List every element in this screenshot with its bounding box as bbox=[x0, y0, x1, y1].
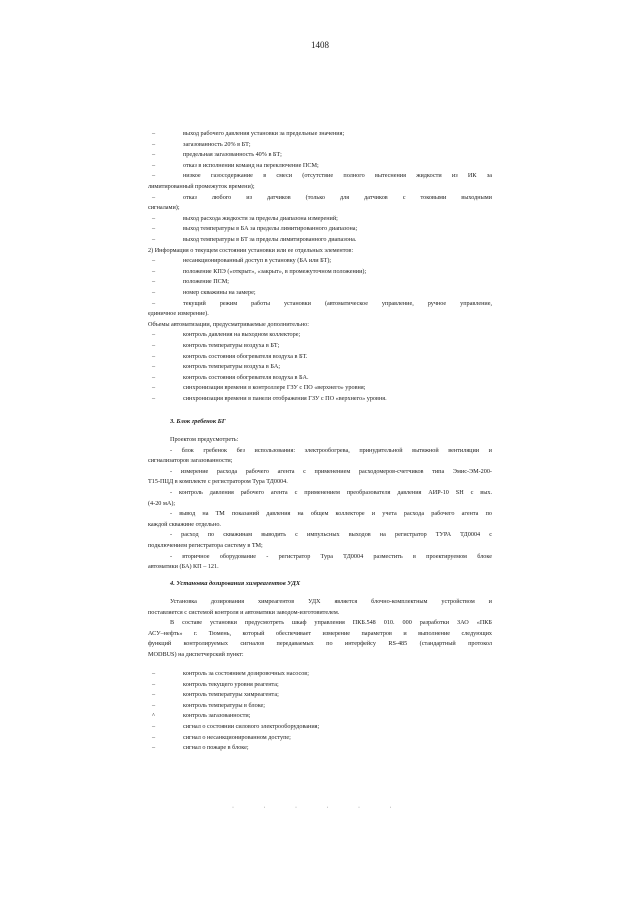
paragraph-line: подключением регистратора систему в ТМ; bbox=[148, 542, 263, 549]
list-item: выход температуры в БА за пределы лимитированного диапазона; bbox=[183, 225, 358, 233]
paragraph-line: Т15-ПЦД в комплекте с регистратором Тура ТД0004. bbox=[148, 478, 288, 486]
list-dash: – bbox=[152, 331, 156, 339]
paragraph-line: каждой скважине отдельно. bbox=[148, 520, 221, 528]
paragraph-line: В составе установки предусмотреть шкаф управления ПКБ.548 010. 000 разработки ЗАО «ПКБ bbox=[170, 619, 492, 627]
paragraph-line: - блок гребенок без использования: электрообогрева, принудительной вытяжной вентиляции и bbox=[170, 446, 492, 454]
list-dash: – bbox=[152, 289, 156, 296]
list-dash: – bbox=[152, 193, 156, 201]
list-item: положение КПЭ («открыт», «закрыт», в промежуточном положении); bbox=[183, 267, 367, 275]
list-dash: – bbox=[152, 680, 156, 688]
list-dash: – bbox=[152, 267, 156, 275]
list-item: контроль давления на выходном коллекторе; bbox=[183, 331, 301, 339]
list-item: несанкционированный доступ в установку (БА или БТ); bbox=[183, 257, 332, 265]
list-dash: – bbox=[152, 236, 156, 243]
list-dash: – bbox=[152, 670, 156, 677]
paragraph-line: Установка дозирования химреагентов УДХ является блочно-комплектным устройством и bbox=[170, 598, 492, 605]
list-item-continuation: единичное измерение). bbox=[148, 310, 209, 318]
paragraph-line: - вторичное оборудование - регистратор Тура ТД0004 разместить в проектируемом блоке bbox=[170, 552, 492, 560]
page-number: 1408 bbox=[311, 40, 329, 50]
list-item: сигнал о пожаре в блоке; bbox=[183, 744, 249, 752]
list-item: загазованность 20% в БТ; bbox=[183, 140, 251, 148]
list-item: сигнал о состоянии силового электрооборудования; bbox=[183, 723, 320, 730]
list-dash: – bbox=[152, 278, 156, 286]
list-item: контроль температуры воздуха в БА; bbox=[183, 363, 281, 371]
list-item: низкое газосодержание в смеси (отсутствие полного вытеснения жидкости из ИК за bbox=[183, 172, 492, 180]
list-item: контроль загазованности; bbox=[183, 712, 251, 720]
list-item: контроль состояния обогревателя воздуха в БТ. bbox=[183, 352, 308, 360]
list-dash: – bbox=[152, 395, 156, 402]
list-dash: – bbox=[152, 214, 156, 222]
list-item: контроль за состоянием дозировочных насосов; bbox=[183, 670, 309, 677]
list-item: выход рабочего давления установки за предельные значения; bbox=[183, 130, 345, 137]
list-item: контроль температуры химреагента; bbox=[183, 691, 279, 699]
list-item: контроль температуры воздуха в БТ; bbox=[183, 342, 280, 349]
list-dash: – bbox=[152, 733, 156, 741]
list-item-continuation: лимитированный промежуток времени); bbox=[148, 183, 255, 190]
list-dash: – bbox=[152, 172, 156, 180]
paragraph-line: (4-20 мА); bbox=[148, 499, 176, 507]
paragraph-line: Проектом предусмотреть: bbox=[170, 436, 239, 443]
list-item: номер скважины на замере; bbox=[183, 289, 256, 296]
section-4-title: 4. Установка дозирования химреагентов УДХ bbox=[170, 580, 301, 587]
paragraph-line: АСУ–нефть» г. Тюмень, который обеспечивает измерение параметров и выполнение следующих bbox=[148, 629, 492, 637]
list-item-continuation: сигналами); bbox=[148, 204, 180, 212]
list-item: синхронизация времени в панели отображения ГЗУ с ПО «верхнего» уровня. bbox=[183, 395, 387, 402]
list-dash: – bbox=[152, 723, 156, 730]
paragraph-line: MODBUS) на диспетчерский пункт: bbox=[148, 651, 244, 658]
paragraph-line: - контроль давления рабочего агента с применением преобразователя давления АИР-10 SH с вых. bbox=[170, 489, 492, 496]
list-dash: – bbox=[152, 744, 156, 752]
paragraph-line: сигнализаторов загазованности; bbox=[148, 457, 233, 465]
list-dash: – bbox=[152, 299, 156, 307]
paragraph-line: поставляется с системой контроля и автоматики заводом-изготовителем. bbox=[148, 608, 340, 616]
list-dash: – bbox=[152, 130, 156, 137]
paragraph-line: - вывод на ТМ показаний давления на общем коллекторе и учета расхода рабочего агента по bbox=[170, 510, 492, 518]
list-item: контроль текущего уровня реагента; bbox=[183, 680, 279, 688]
list-item: контроль температуры в блоке; bbox=[183, 701, 266, 709]
section-3-title: 3. Блок гребенок БГ bbox=[170, 418, 226, 425]
automation-heading: Объемы автоматизации, предусматриваемые дополнительно: bbox=[148, 320, 309, 328]
list-dash: – bbox=[152, 701, 156, 709]
list-dash: – bbox=[152, 225, 156, 233]
list-item: выход расхода жидкости за пределы диапазона измерений; bbox=[183, 214, 338, 222]
list-item: отказ в исполнении команд на переключение ПСМ; bbox=[183, 161, 319, 169]
list-item: отказ любого из датчиков (только для датчиков с токовыми выходными bbox=[183, 193, 492, 201]
list-item: синхронизация времени в контроллере ГЗУ с ПО «верхнего» уровня; bbox=[183, 384, 366, 392]
paragraph-line: - расход по скважинам выводить с импульсных выходов на регистратор ТУРА ТД0004 с bbox=[170, 531, 492, 539]
paragraph-line: автоматики (БА) КП – 121. bbox=[148, 563, 219, 571]
list-item: текущий режим работы установки (автоматическое управление, ручное управление, bbox=[183, 299, 492, 307]
paragraph-line: - измерение расхода рабочего агента с применением расходомеров-счетчиков типа Эмис-ЭМ-200- bbox=[170, 467, 492, 475]
list-dash: – bbox=[152, 161, 156, 169]
list-dash: ^ bbox=[152, 712, 155, 720]
footer-dots: · · · · · · bbox=[232, 805, 406, 811]
paragraph-line: функций контролируемых сигналов передаваемых по интерфейсу RS-485 (стандартный протокол bbox=[148, 640, 492, 648]
list-dash: – bbox=[152, 342, 156, 349]
list-dash: – bbox=[152, 151, 156, 159]
list-item: сигнал о несанкционированном доступе; bbox=[183, 733, 291, 741]
list-dash: – bbox=[152, 691, 156, 699]
info-heading: 2) Информация о текущем состоянии установки или ее отдельных элементов: bbox=[148, 246, 354, 254]
list-item: контроль состояния обогревателя воздуха в БА. bbox=[183, 373, 309, 381]
list-item: предельная загазованность 40% в БТ; bbox=[183, 151, 282, 159]
list-dash: – bbox=[152, 140, 156, 148]
list-dash: – bbox=[152, 363, 156, 371]
list-item: выход температуры в БТ за пределы лимитированного диапазона. bbox=[183, 236, 357, 243]
list-dash: – bbox=[152, 384, 156, 392]
list-dash: – bbox=[152, 352, 156, 360]
list-item: положение ПСМ; bbox=[183, 278, 230, 286]
list-dash: – bbox=[152, 373, 156, 381]
list-dash: – bbox=[152, 257, 156, 265]
